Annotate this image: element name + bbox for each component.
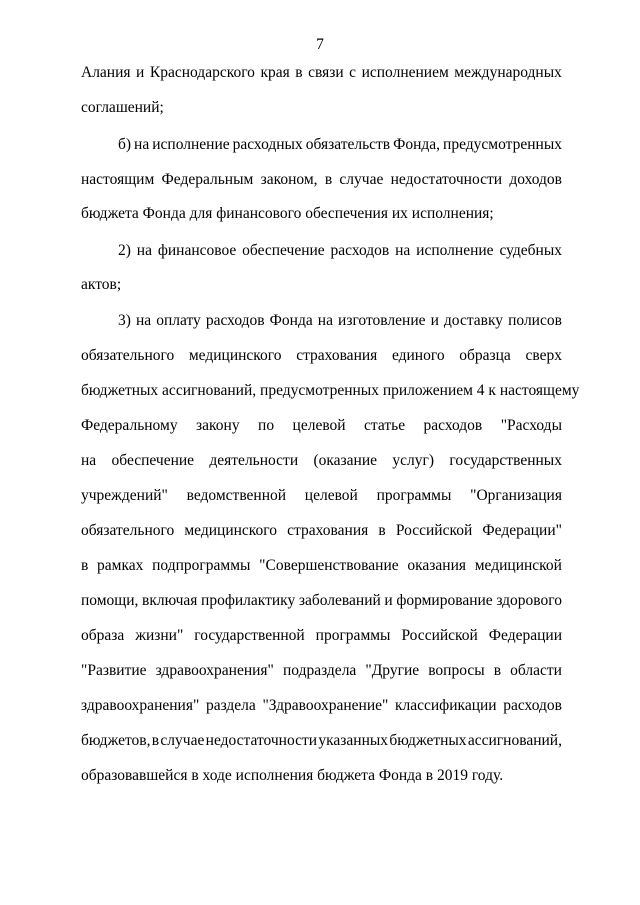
word: в [378,522,386,539]
word: случае [160,732,205,749]
word: случае [339,171,384,188]
word: обеспечение [111,452,195,469]
word: государственной [194,627,305,644]
word: закону [196,417,240,434]
word: образца [459,347,511,364]
word: с [349,64,357,81]
word: заболеваний [298,592,381,609]
word: бюджетных [389,732,467,749]
word: "Организация [470,487,562,504]
text-line: бюджета Фонда для финансового обеспечения их исполнения; [81,205,494,222]
word: на [135,312,152,329]
word: подпрограммы [152,557,251,574]
word: на [134,136,150,153]
word: и [430,312,439,329]
word: и [384,592,393,609]
text-line [118,311,562,331]
word: формирование [396,592,493,609]
word: законом, [260,171,318,188]
text-line: актов; [81,276,122,293]
word: международных [454,64,562,81]
word: ведомственной [186,487,287,504]
word: в [151,732,160,749]
word: б) [118,136,132,153]
word: судебных [499,242,562,259]
word: "Совершенствование [259,557,399,574]
word: доходов [509,171,562,188]
text-line [118,135,562,155]
word: на [395,242,411,259]
word: подраздела [282,662,357,679]
word: ассигнований, [467,732,562,749]
text-line [81,346,562,366]
word: здравоохранения" [81,697,200,714]
word: статье [364,417,406,434]
word: доставку [443,312,504,329]
text-line [81,451,562,471]
word: в [493,662,502,679]
text-line: образовавшейся в ходе исполнения бюджета Фонда в 2019 году. [81,767,504,784]
word: исполнение [152,136,230,153]
text-line [81,486,562,506]
word: Федерации [488,627,562,644]
text-line [81,661,562,681]
word: "Развитие [81,662,147,679]
word: 3) [118,312,131,329]
word: деятельности [209,452,299,469]
word: учреждений" [81,487,168,504]
word: здорового [496,592,562,609]
word: медицинского [184,522,278,539]
word: в [295,64,303,81]
word: программы [315,627,391,644]
word: Фонда, [393,136,441,153]
word: обязательств [305,136,391,153]
word: Российской [395,522,473,539]
word: финансовое [157,242,237,259]
text-line [81,626,562,646]
word: полисов [508,312,562,329]
word: помощи, [81,592,139,609]
word: на [81,452,97,469]
word: сверх [525,347,562,364]
word: по [258,417,275,434]
word: края [260,64,290,81]
word: государственных [449,452,562,469]
word: рамках [97,557,144,574]
text-line [81,521,562,541]
word: (оказание [313,452,378,469]
word: медицинского [188,347,282,364]
page-number: 7 [316,36,324,53]
word: страхования [287,522,369,539]
word: программы [376,487,452,504]
word: недостаточности [390,171,503,188]
word: связи [308,64,344,81]
word: "Другие [365,662,420,679]
word: настоящим [81,171,155,188]
word: единого [391,347,445,364]
text-line [81,556,562,576]
word: на [317,312,333,329]
word: расходов [503,697,562,714]
word: Краснодарского [149,64,255,81]
text-line [81,591,562,611]
text-line [81,170,562,190]
word: Фонда [269,312,313,329]
word: целевой [304,487,358,504]
word: на [136,242,152,259]
word: медицинской [474,557,562,574]
word: обязательного [81,347,175,364]
word: расходов [423,417,483,434]
word: Алания [81,64,131,81]
word: страхования [296,347,378,364]
word: обязательного [81,522,175,539]
word: расходов [330,242,390,259]
word: области [510,662,562,679]
word: профилактику [201,592,296,609]
word: расходных [232,136,303,153]
text-line [118,241,562,261]
word: здравоохранения" [155,662,274,679]
word: и [136,64,145,81]
word: вопросы [428,662,485,679]
word: в [324,171,333,188]
word: изготовление [338,312,426,329]
word: Федеральному [81,417,178,434]
text-line [81,731,562,751]
text-line [81,696,562,716]
word: в [81,557,89,574]
word: Российской [401,627,478,644]
text-line: соглашений; [81,99,164,116]
word: "Здравоохранение" [262,697,389,714]
word: недостаточности [205,732,318,749]
word: включая [142,592,198,609]
word: 2) [118,242,131,259]
word: оказания [407,557,467,574]
word: жизни" [135,627,184,644]
word: Федеральным [161,171,254,188]
word: исполнение [416,242,494,259]
word: оплату [156,312,201,329]
text-line: бюджетных ассигнований, предусмотренных приложением 4 к настоящему [81,382,580,399]
word: обеспечение [242,242,325,259]
word: Федерации" [482,522,562,539]
word: предусмотренных [443,136,562,153]
word: расходов [205,312,265,329]
text-line [81,416,562,436]
word: целевой [292,417,346,434]
word: образа [81,627,125,644]
word: услуг) [392,452,435,469]
word: "Расходы [500,417,562,434]
word: исполнением [361,64,449,81]
word: указанных [318,732,389,749]
word: классификации [394,697,497,714]
text-line [81,63,562,83]
word: бюджетов, [81,732,151,749]
word: раздела [205,697,256,714]
